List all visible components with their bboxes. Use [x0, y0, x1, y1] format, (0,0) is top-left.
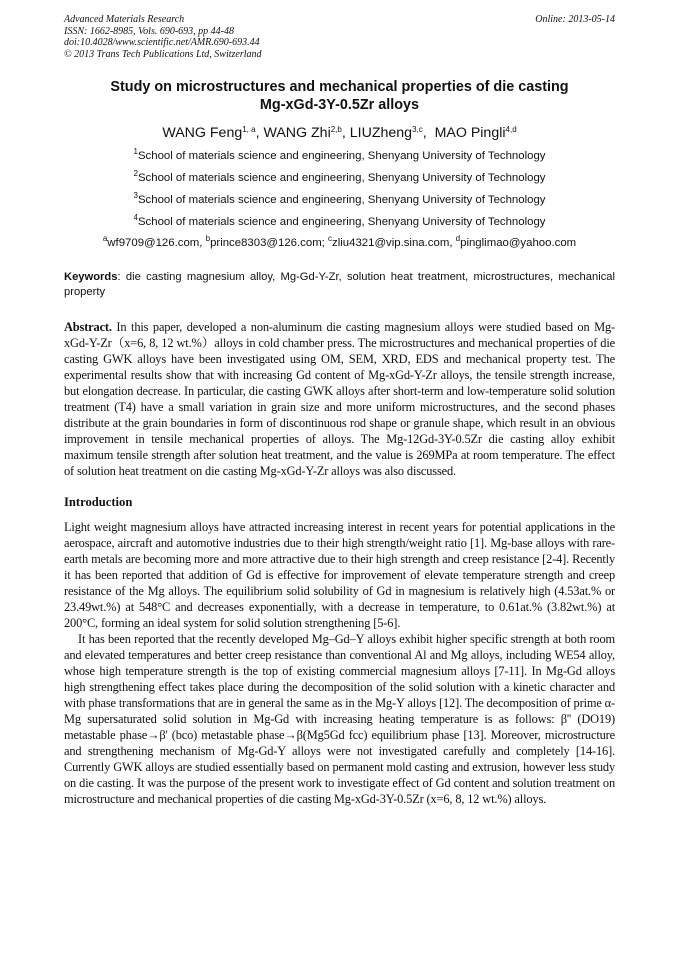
author-sup: 4,d: [505, 125, 517, 134]
keywords-block: [64, 270, 615, 299]
affiliation-4: [64, 215, 615, 229]
introduction-paragraph-2: It has been reported that the recently developed Mg–Gd–Y alloys exhibit higher specific strength at both room and elevated temperatures and better creep resistance than conventional Al and Mg alloys, including WE54 alloy, whose high temperature strength is the top of existing commercial magnesium alloys [7-11]. In Mg-Gd alloys high strengthening effect takes place during the decomposition of the solid solution with a kinetic character and with phase transformations that are in general the same as in the Mg-Y alloys [12]. The decomposition of prime α-Mg supersaturated solid solution in Mg-Gd with increasing heating temperature is as follows: β'' (DO19) metastable phase→β' (bco) metastable phase→β(Mg5Gd fcc) equilibrium phase [13]. Moreover, microstructure and strengthening mechanism of Mg-Gd-Y alloys were not investigated carefully and completely [14-16]. Currently GWK alloys are studied essentially based on permanent mold casting and extrusion, however less study on die casting. It was the purpose of the present work to investigate effect of Gd content and solution treatment on microstructure and mechanical properties of die casting Mg-xGd-3Y-0.5Zr (x=6, 8, 12 wt.%) alloys.: [64, 632, 615, 806]
affiliation-3: [64, 193, 615, 207]
affiliation-text: School of materials science and engineering, Shenyang University of Technology: [137, 216, 546, 228]
email-sup: d: [455, 234, 461, 243]
copyright-line: © 2013 Trans Tech Publications Ltd, Switzerland: [64, 48, 262, 60]
author-name: MAO Pingli: [434, 125, 506, 141]
keywords-text: : die casting magnesium alloy, Mg-Gd-Y-Zr, solution heat treatment, microstructures, mechanical property: [64, 271, 615, 298]
paper-title: [64, 78, 615, 114]
author-sup: 1, a: [242, 125, 256, 134]
affiliation-num: 4: [133, 213, 138, 222]
affiliation-1: [64, 149, 615, 163]
title-line-1: Study on microstructures and mechanical properties of die casting: [110, 79, 569, 95]
affiliation-2: [64, 171, 615, 185]
publication-info: [64, 14, 262, 60]
affiliation-num: 2: [133, 169, 138, 178]
email-address: zliu4321@vip.sina.com,: [332, 237, 456, 249]
journal-name: Advanced Materials Research: [64, 14, 185, 25]
affiliation-text: School of materials science and engineering, Shenyang University of Technology: [137, 172, 546, 184]
title-line-2: Mg-xGd-3Y-0.5Zr alloys: [259, 97, 420, 113]
introduction-heading: Introduction: [64, 495, 133, 509]
author-sep: ,: [422, 125, 435, 141]
abstract-text: In this paper, developed a non-aluminum die casting magnesium alloys were studied based on Mg-xGd-Y-Zr（x=6, 8, 12 wt.%）alloys in cold chamber press. The microstructures and mechanical properties of die casting GWK alloys have been investigated using OM, SEM, XRD, EDS and mechanical property test. The experimental results show that with increasing Gd content of Mg-xGd-Y-Zr alloys, the tensile strength increase, but elongation decrease. In particular, die casting GWK alloys after short-term and low-temperature solid solution treatment (T4) have a small variation in grain size and more uniform microstructures, and the second phases distribute at the grain boundaries in form of discontinuous rod shape or granule shape, which result in an obvious improvement in tensile mechanical properties of alloys. The Mg-12Gd-3Y-0.5Zr die casting alloy exhibit maximum tensile strength after solution heat treatment, and the value is 269MPa at room temperature. The effect of solution heat treatment on die casting Mg-xGd-Y-Zr alloys was also discussed.: [64, 320, 615, 478]
affiliation-num: 1: [133, 147, 138, 156]
email-address: pinglimao@yahoo.com: [460, 237, 577, 249]
introduction-paragraph-1: Light weight magnesium alloys have attracted increasing interest in recent years for potential applications in the aerospace, aircraft and automotive industries due to their high strength/weight ratio [1]. Mg-base alloys with rare-earth metals are becoming more and more attractive due to their high strength and creep resistance [2-4]. Recently it has been reported that addition of Gd is effective for improvement of elevate temperature strength and creep resistance of the Mg alloys. The equilibrium solid solubility of Gd in magnesium is relatively high (4.53at.% or 23.49wt.%) at 548°C and decreases exponentially, with a decrease in temperature, to 0.61at.% (3.82wt.%) at 200°C, forming an ideal system for solid solution strengthening [5-6].: [64, 520, 615, 630]
author-sup: 2,b: [330, 125, 342, 134]
issn-line: ISSN: 1662-8985, Vols. 690-693, pp 44-48: [64, 25, 234, 37]
page-header: [64, 14, 615, 60]
abstract-block: [64, 319, 615, 479]
affiliation-text: School of materials science and engineering, Shenyang University of Technology: [137, 194, 546, 206]
email-sup: b: [205, 234, 211, 243]
author-sep: ,: [341, 125, 350, 141]
email-sup: c: [328, 234, 333, 243]
affiliation-text: School of materials science and engineering, Shenyang University of Technology: [137, 150, 546, 162]
author-name: LIUZheng: [349, 125, 413, 141]
author-name: WANG Zhi: [263, 125, 331, 141]
author-sep: ,: [255, 125, 264, 141]
email-sup: a: [102, 234, 108, 243]
abstract-label: Abstract.: [64, 320, 112, 334]
author-name: WANG Feng: [162, 125, 243, 141]
doi-line: doi:10.4028/www.scientific.net/AMR.690-693.44: [64, 37, 260, 48]
paper-page: [64, 14, 615, 807]
email-list: [64, 236, 615, 250]
author-sup: 3,c: [412, 125, 423, 134]
email-address: wf9709@126.com,: [107, 237, 206, 249]
keywords-label: Keywords: [64, 271, 118, 283]
affiliation-num: 3: [133, 191, 138, 200]
author-list: [64, 125, 615, 141]
email-address: prince8303@126.com;: [210, 237, 329, 249]
online-date: Online: 2013-05-14: [535, 14, 615, 25]
